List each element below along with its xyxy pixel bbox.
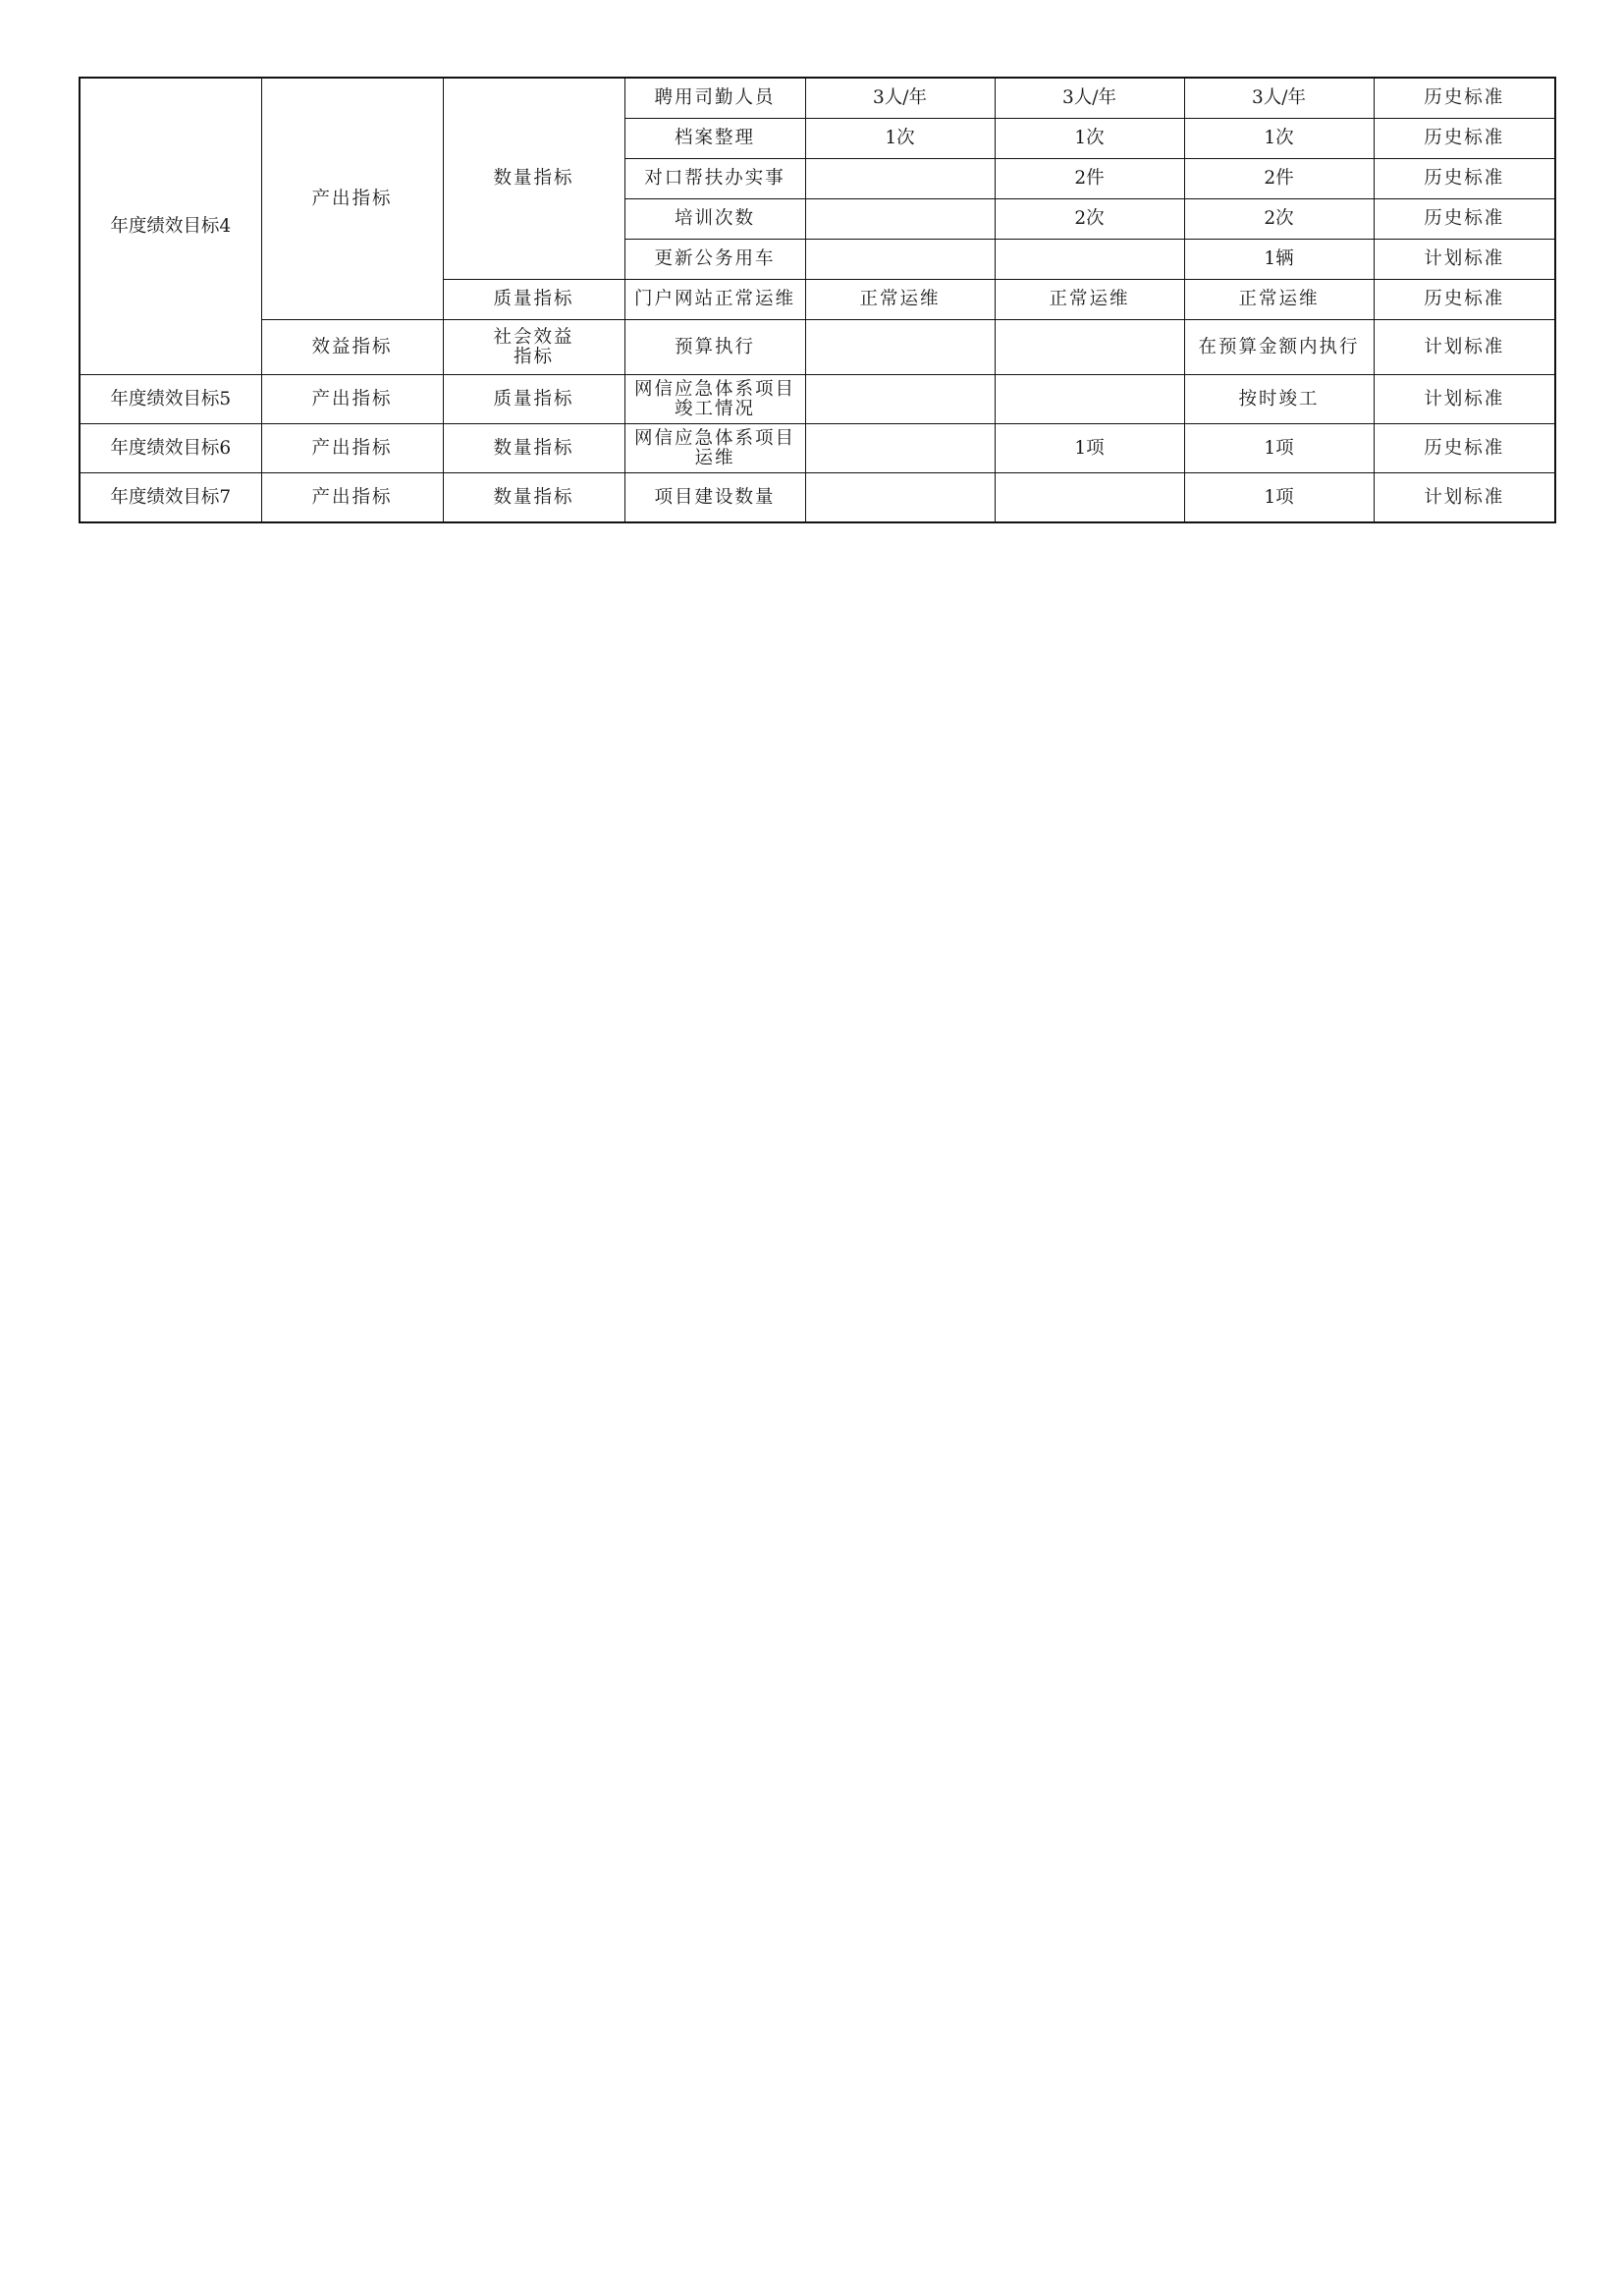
indicator-text: 网信应急体系项目竣工情况: [633, 378, 795, 419]
value-cell: 2件: [1184, 159, 1374, 199]
value-cell: 正常运维: [805, 280, 995, 320]
value-cell: 2次: [995, 199, 1184, 240]
basis-cell: 历史标准: [1374, 78, 1555, 119]
table-row: [80, 424, 1555, 473]
basis-cell: 计划标准: [1374, 473, 1555, 523]
basis-cell: 历史标准: [1374, 280, 1555, 320]
indicator-cell: 更新公务用车: [624, 240, 805, 280]
value-cell: 3人/年: [1184, 78, 1374, 119]
value-cell: 1项: [1184, 473, 1374, 523]
level1-cell: 产出指标: [261, 473, 443, 523]
indicator-cell: [624, 424, 805, 473]
value-cell: [995, 375, 1184, 424]
basis-cell: 计划标准: [1374, 240, 1555, 280]
value-cell: 1项: [995, 424, 1184, 473]
value-cell: [995, 240, 1184, 280]
value-cell: 1次: [995, 119, 1184, 159]
table-row: [80, 473, 1555, 523]
basis-cell: 历史标准: [1374, 199, 1555, 240]
value-cell: [805, 320, 995, 375]
indicator-cell: 聘用司勤人员: [624, 78, 805, 119]
value-cell: [805, 375, 995, 424]
performance-indicator-table: [79, 77, 1556, 523]
table-row: [80, 78, 1555, 119]
indicator-cell: [624, 375, 805, 424]
value-cell: 在预算金额内执行: [1184, 320, 1374, 375]
value-cell: [805, 240, 995, 280]
goal-cell: 年度绩效目标4: [80, 78, 261, 375]
basis-cell: 历史标准: [1374, 424, 1555, 473]
level2-cell: [443, 320, 624, 375]
value-cell: 1辆: [1184, 240, 1374, 280]
level2-cell: 质量指标: [443, 375, 624, 424]
value-cell: [995, 473, 1184, 523]
goal-cell: 年度绩效目标6: [80, 424, 261, 473]
value-cell: 按时竣工: [1184, 375, 1374, 424]
value-cell: 2次: [1184, 199, 1374, 240]
goal-cell: 年度绩效目标7: [80, 473, 261, 523]
value-cell: 正常运维: [995, 280, 1184, 320]
indicator-cell: 预算执行: [624, 320, 805, 375]
value-cell: 3人/年: [805, 78, 995, 119]
level1-cell: 效益指标: [261, 320, 443, 375]
indicator-cell: 项目建设数量: [624, 473, 805, 523]
level2-cell: 数量指标: [443, 424, 624, 473]
value-cell: [805, 159, 995, 199]
level1-cell: 产出指标: [261, 78, 443, 320]
value-cell: 2件: [995, 159, 1184, 199]
level2-text: 社会效益指标: [493, 326, 574, 367]
basis-cell: 计划标准: [1374, 375, 1555, 424]
indicator-text: 网信应急体系项目运维: [633, 427, 795, 468]
level1-cell: 产出指标: [261, 424, 443, 473]
goal-cell: 年度绩效目标5: [80, 375, 261, 424]
basis-cell: 历史标准: [1374, 159, 1555, 199]
value-cell: 1次: [805, 119, 995, 159]
value-cell: [805, 473, 995, 523]
value-cell: 1项: [1184, 424, 1374, 473]
table-row: [80, 320, 1555, 375]
level2-cell: 质量指标: [443, 280, 624, 320]
indicator-cell: 对口帮扶办实事: [624, 159, 805, 199]
basis-cell: 计划标准: [1374, 320, 1555, 375]
value-cell: 正常运维: [1184, 280, 1374, 320]
level2-cell: 数量指标: [443, 473, 624, 523]
value-cell: [995, 320, 1184, 375]
table-row: [80, 375, 1555, 424]
level1-cell: 产出指标: [261, 375, 443, 424]
basis-cell: 历史标准: [1374, 119, 1555, 159]
value-cell: 1次: [1184, 119, 1374, 159]
indicator-cell: 门户网站正常运维: [624, 280, 805, 320]
level2-cell: 数量指标: [443, 78, 624, 280]
value-cell: 3人/年: [995, 78, 1184, 119]
value-cell: [805, 424, 995, 473]
value-cell: [805, 199, 995, 240]
indicator-cell: 培训次数: [624, 199, 805, 240]
indicator-cell: 档案整理: [624, 119, 805, 159]
